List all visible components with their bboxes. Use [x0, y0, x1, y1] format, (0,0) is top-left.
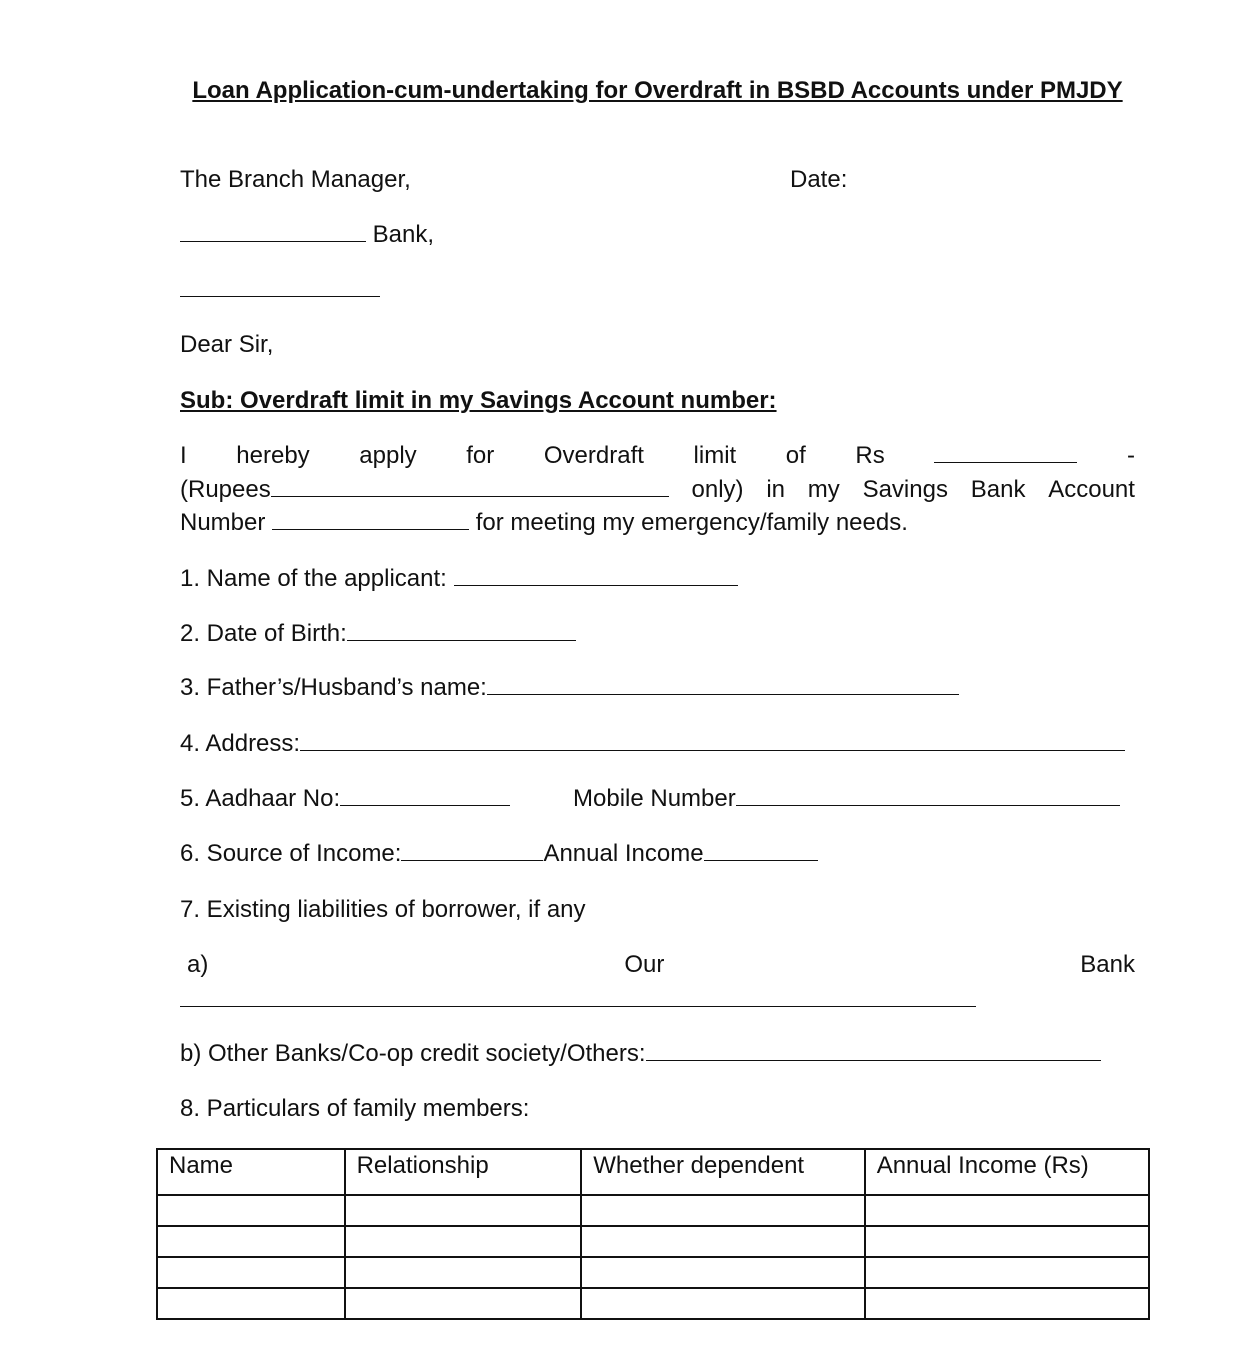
word: apply	[359, 442, 417, 469]
table-header-row	[157, 1149, 1149, 1195]
table-row	[157, 1195, 1149, 1226]
table-cell[interactable]	[157, 1195, 345, 1226]
word: limit	[693, 442, 737, 469]
aadhaar-blank[interactable]	[340, 785, 510, 806]
field-dob	[180, 619, 576, 649]
table-cell[interactable]	[865, 1195, 1149, 1226]
father-husband-blank[interactable]	[487, 674, 959, 695]
dash: -	[1126, 442, 1135, 469]
liabilities-a-blank-line	[180, 985, 976, 1015]
liab-a-label: a)	[187, 951, 209, 978]
applicant-name-label: 1. Name of the applicant:	[180, 565, 447, 592]
table-cell[interactable]	[865, 1257, 1149, 1288]
liabilities-heading: 7. Existing liabilities of borrower, if any	[180, 896, 586, 923]
rupees-label: (Rupees	[180, 476, 271, 503]
salutation: Dear Sir,	[180, 331, 274, 358]
mobile-blank[interactable]	[736, 785, 1120, 806]
branch-line	[180, 275, 380, 305]
word: hereby	[236, 442, 310, 469]
page-title: Loan Application-cum-undertaking for Overdraft in BSBD Accounts under PMJDY	[192, 77, 1123, 104]
liabilities-a-line	[187, 950, 1135, 980]
word: I	[180, 442, 187, 469]
aadhaar-label: 5. Aadhaar No:	[180, 785, 341, 812]
field-address	[180, 729, 1125, 759]
word: Overdraft	[543, 442, 644, 469]
table-row	[157, 1257, 1149, 1288]
annual-income-blank[interactable]	[704, 840, 818, 861]
table-cell[interactable]	[345, 1226, 582, 1257]
liab-our-label: Our	[624, 951, 665, 978]
family-members-table	[156, 1148, 1150, 1320]
family-heading: 8. Particulars of family members:	[180, 1095, 530, 1122]
word: Savings	[862, 476, 948, 503]
body-line-1	[180, 441, 1135, 471]
field-applicant-name	[180, 564, 738, 594]
word: of	[785, 442, 806, 469]
addressee-line: The Branch Manager,	[180, 166, 411, 193]
body-line-3	[180, 508, 908, 538]
branch-blank[interactable]	[180, 276, 380, 297]
table-cell[interactable]	[345, 1195, 582, 1226]
col-header-annual-income: Annual Income (Rs)	[865, 1149, 1149, 1195]
table-cell[interactable]	[865, 1226, 1149, 1257]
table-cell[interactable]	[157, 1288, 345, 1319]
purpose-text: for meeting my emergency/family needs.	[475, 509, 908, 536]
word: Rs	[855, 442, 885, 469]
account-number-blank[interactable]	[272, 509, 469, 530]
word: my	[807, 476, 840, 503]
table-cell[interactable]	[581, 1226, 864, 1257]
source-income-blank[interactable]	[401, 840, 543, 861]
col-header-dependent: Whether dependent	[581, 1149, 864, 1195]
mobile-label: Mobile Number	[573, 785, 736, 812]
rupees-words-blank[interactable]	[271, 476, 669, 497]
table-row	[157, 1288, 1149, 1319]
subject-line: Sub: Overdraft limit in my Savings Account number:	[180, 387, 777, 414]
table-cell[interactable]	[345, 1288, 582, 1319]
liab-bank-label: Bank	[1080, 951, 1135, 978]
word: only)	[691, 476, 744, 503]
field-mobile	[573, 784, 1120, 814]
amount-blank[interactable]	[934, 442, 1077, 463]
table-cell[interactable]	[157, 1257, 345, 1288]
date-label: Date:	[790, 166, 848, 193]
address-label: 4. Address:	[180, 730, 301, 757]
body-line-2	[180, 475, 1135, 505]
field-aadhaar	[180, 784, 510, 814]
bank-suffix: Bank,	[372, 221, 435, 248]
bank-name-line	[180, 220, 434, 250]
word: in	[766, 476, 785, 503]
applicant-name-blank[interactable]	[454, 565, 738, 586]
dob-blank[interactable]	[347, 620, 576, 641]
word: Bank	[970, 476, 1026, 503]
annual-income-label: Annual Income	[543, 840, 704, 867]
rupees-group	[180, 475, 669, 505]
table-cell[interactable]	[581, 1195, 864, 1226]
number-label: Number	[180, 509, 266, 536]
table-cell[interactable]	[865, 1288, 1149, 1319]
table-cell[interactable]	[345, 1257, 582, 1288]
word: Account	[1048, 476, 1135, 503]
bank-name-blank[interactable]	[180, 221, 366, 242]
liab-a-blank[interactable]	[180, 986, 976, 1007]
address-blank[interactable]	[300, 730, 1125, 751]
col-header-relationship: Relationship	[345, 1149, 582, 1195]
father-husband-label: 3. Father’s/Husband’s name:	[180, 674, 487, 701]
table-cell[interactable]	[581, 1257, 864, 1288]
field-liab-b	[180, 1039, 1101, 1069]
table-cell[interactable]	[157, 1226, 345, 1257]
field-father-husband	[180, 673, 959, 703]
dob-label: 2. Date of Birth:	[180, 620, 347, 647]
table-cell[interactable]	[581, 1288, 864, 1319]
table-row	[157, 1226, 1149, 1257]
liab-b-blank[interactable]	[646, 1040, 1101, 1061]
source-income-label: 6. Source of Income:	[180, 840, 402, 867]
word: for	[466, 442, 495, 469]
field-income	[180, 839, 818, 869]
liab-b-label: b) Other Banks/Co-op credit society/Others:	[180, 1040, 646, 1067]
col-header-name: Name	[157, 1149, 345, 1195]
